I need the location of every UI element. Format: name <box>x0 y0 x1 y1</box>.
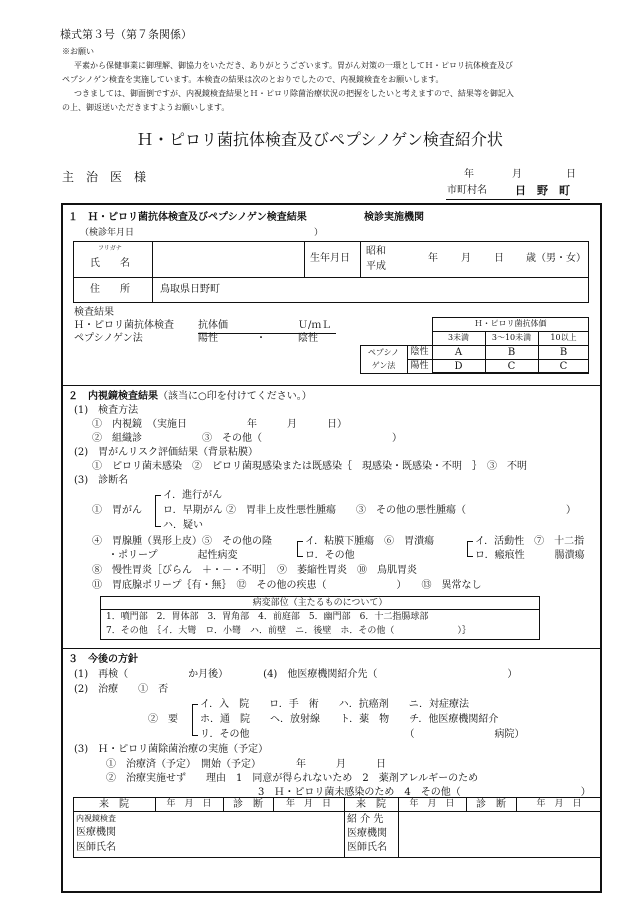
cancer-advanced: イ．進行がん <box>163 490 223 501</box>
treatment-required: ② 要 <box>148 714 178 725</box>
date-year: 年 <box>464 169 474 180</box>
patient-table-col1 <box>152 241 153 303</box>
footer-diagnosis-date: 年 月 日 <box>285 799 331 809</box>
pg-separator: ・ <box>256 333 266 344</box>
results-label: 検査結果 <box>74 307 114 318</box>
titer-label: 抗体価 <box>198 320 228 331</box>
address-label: 住 所 <box>90 284 130 295</box>
cancer-other: ② 胃非上皮性悪性腫瘍 ③ その他の悪性腫瘍（ ） <box>226 505 576 516</box>
diag-row5: ⑧ 慢性胃炎［びらん ＋・－・不明］ ⑨ 萎縮性胃炎 ⑩ 鳥肌胃炎 <box>92 565 417 576</box>
patient-table-rowline <box>73 277 589 278</box>
matrix-row-negative: 陰性 <box>410 347 429 357</box>
matrix-cell: A <box>454 347 463 358</box>
matrix-col-3: 10以上 <box>550 333 577 342</box>
section2-heading: ２ 内視鏡検査結果（該当に○印を付けてください。） <box>68 391 312 402</box>
page-title: Ｈ・ピロリ菌抗体検査及びペプシノゲン検査紹介状 <box>137 130 503 149</box>
footer-visit-2: 来 院 <box>356 799 386 810</box>
town-name: 日 野 町 <box>515 184 570 197</box>
s3-line-1: (1) 再検（ か月後） (4) 他医療機関紹介先（ ） <box>74 669 518 680</box>
footer-medical-inst-2: 医療機関 <box>347 828 387 839</box>
diag-row4b-c: ロ．瘢痕性 腸潰瘍 <box>475 550 585 561</box>
brace-ulcer <box>467 541 473 557</box>
era-heisei: 平成 <box>366 261 386 272</box>
diag-row4b-b: ロ．その他 <box>305 550 355 561</box>
footer-diagnosis: 診 断 <box>233 799 263 810</box>
cancer-label: ① 胃がん <box>92 505 142 516</box>
form-number: 様式第３号（第７条関係） <box>60 28 192 41</box>
dob-month: 月 <box>461 253 471 264</box>
footer-doctor-name: 医師氏名 <box>76 842 116 853</box>
matrix-header: Ｈ・ピロリ菌抗体価 <box>474 319 547 328</box>
matrix-cell: C <box>507 361 516 372</box>
treatment-line-3: リ．その他 （ 病院） <box>200 729 525 740</box>
patient-table-col2 <box>304 241 305 277</box>
matrix-cell: C <box>559 361 568 372</box>
diag-row4b-a: ・ポリープ 起性病変 <box>108 550 238 561</box>
lesion-site-line-2: 7．その他 ｛イ．大彎 ロ．小彎 ハ．前壁 ニ．後壁 ホ．その他（ ）｝ <box>106 626 471 636</box>
patient-table <box>73 241 589 303</box>
brace-treatment <box>192 704 198 736</box>
footer-medical-inst: 医療機関 <box>76 827 116 838</box>
cancer-suspect: ハ．疑い <box>163 520 203 531</box>
doctor-salutation: 主 治 医 様 <box>62 170 147 184</box>
footer-visit-date-2: 年 月 日 <box>409 799 455 809</box>
matrix-cell: B <box>559 347 568 358</box>
pg-positive: 陽性 <box>198 333 218 344</box>
matrix-col-2: 3～10未満 <box>491 333 532 342</box>
matrix-cell: D <box>454 361 463 372</box>
address-value: 鳥取県日野町 <box>160 284 220 295</box>
footer-visit: 来 院 <box>99 799 129 810</box>
diag-row6: ⑪ 胃底腺ポリープ｛有・無｝ ⑫ その他の疾患（ ） ⑬ 異常なし <box>92 580 482 591</box>
name-label: 氏 名 <box>90 258 130 269</box>
s3-line-3: (3) Ｈ・ピロリ菌除菌治療の実施（予定） <box>74 744 269 755</box>
exam-date: （検診年月日 ） <box>80 228 324 238</box>
lesion-site-line-1: 1．噴門部 2．胃体部 3．胃角部 4．前庭部 5．幽門部 6．十二指腸球部 <box>106 612 429 622</box>
treatment-line-2: ホ．通 院 ヘ．放射線 ト．薬 物 チ．他医療機関紹介 <box>200 714 499 725</box>
date-day: 日 <box>566 169 576 180</box>
notice-line-4: の上、御返送いただきますようお願いします。 <box>62 103 230 112</box>
treatment-line-1: イ．入 院 ロ．手 術 ハ．抗癌剤 ニ．対症療法 <box>200 699 469 710</box>
furigana-label: フリガナ <box>98 245 122 252</box>
s2-line-5: ① ピロリ菌未感染 ② ピロリ菌現感染または既感染｛ 現感染・既感染・不明 ｝ ③ 不明 <box>92 461 527 472</box>
footer-visit-date: 年 月 日 <box>166 799 212 809</box>
matrix-pg-label-2: ゲン法 <box>371 361 396 370</box>
titer-unit: Ｕ/ｍＬ <box>298 320 332 331</box>
s2-line-4: (2) 胃がんリスク評価結果（背景粘膜） <box>74 447 258 458</box>
section-divider-1 <box>63 385 600 386</box>
footer-diagnosis-2: 診 断 <box>476 799 506 810</box>
date-month: 月 <box>512 169 522 180</box>
facility-label: 検診実施機関 <box>364 212 424 223</box>
s3-line-6: 3 Ｈ・ピロリ菌未感染のため 4 その他（ ） <box>258 787 591 798</box>
brace-protrusion <box>297 541 303 557</box>
section-divider-2 <box>63 648 600 649</box>
section3-heading: ３ 今後の方針 <box>68 654 138 665</box>
brace-cancer <box>155 495 161 527</box>
diag-row4-a: ④ 胃腺腫（異形上皮）⑤ その他の隆 <box>92 536 272 547</box>
footer-diagnosis-date-2: 年 月 日 <box>536 799 582 809</box>
matrix-pg-label-1: ペプシノ <box>367 348 400 357</box>
footer-doctor-name-2: 医師氏名 <box>347 842 387 853</box>
diag-row4-b: イ．粘膜下腫瘍 ⑥ 胃潰瘍 <box>305 536 435 547</box>
lesion-site-header: 病変部位（主たるものについて） <box>252 598 388 608</box>
section1-heading: １ Ｈ・ピロリ菌抗体検査及びペプシノゲン検査結果 <box>68 212 307 223</box>
notice-line-2: ペプシノゲン検査を実施しています。本検査の結果は次のとおりでしたので、内視鏡検査をお願いします。 <box>62 75 444 84</box>
s2-line-3: ② 組織診 ③ その他（ ） <box>92 433 402 444</box>
dob-day: 日 <box>494 253 504 264</box>
matrix-row-positive: 陽性 <box>410 361 429 371</box>
matrix-col-1: 3未満 <box>447 333 470 342</box>
s2-line-6: (3) 診断名 <box>74 475 129 486</box>
footer-endoscopy-inst: 内視鏡検査 <box>76 814 116 823</box>
matrix-cell: B <box>507 347 516 358</box>
pg-test-label: ペプシノゲン法 <box>74 333 143 344</box>
s2-line-1: (1) 検査方法 <box>74 405 139 416</box>
cancer-early: ロ．早期がん <box>163 505 223 516</box>
notice-line-3: つきましては、御面倒ですが、内視鏡検査結果とＨ・ピロリ除菌治療状況の把握をしたいと考えますので、結果等を御記入 <box>74 89 514 98</box>
era-showa: 昭和 <box>366 246 386 257</box>
footer-referral: 紹 介 先 <box>347 814 384 825</box>
patient-table-col3 <box>360 241 361 277</box>
notice-heading: ※お願い <box>62 47 94 56</box>
dob-label: 生年月日 <box>310 253 350 264</box>
town-underline <box>446 199 570 200</box>
s2-line-2: ① 内視鏡 （実施日 年 月 日） <box>92 419 347 430</box>
dob-year: 年 <box>428 253 438 264</box>
s3-line-5: ② 治療実施せず 理由 1 同意が得られないため 2 薬剤アレルギーのため <box>106 773 479 784</box>
notice-line-1: 平素から保健事業に御理解、御協力をいただき、ありがとうございます。胃がん対策の一環としてＨ・ピロリ抗体検査及び <box>74 61 514 70</box>
age-sex: 歳（男・女） <box>526 253 586 264</box>
town-label: 市町村名 <box>447 185 487 196</box>
hp-test-label: Ｈ・ピロリ菌抗体検査 <box>74 320 174 331</box>
diag-row4-c: イ．活動性 ⑦ 十二指 <box>475 536 585 547</box>
s3-line-4: ① 治療済（予定） 開始（予定） 年 月 日 <box>106 759 386 770</box>
s3-line-2: (2) 治療 ① 否 <box>74 684 169 695</box>
pg-negative: 陰性 <box>298 333 318 344</box>
